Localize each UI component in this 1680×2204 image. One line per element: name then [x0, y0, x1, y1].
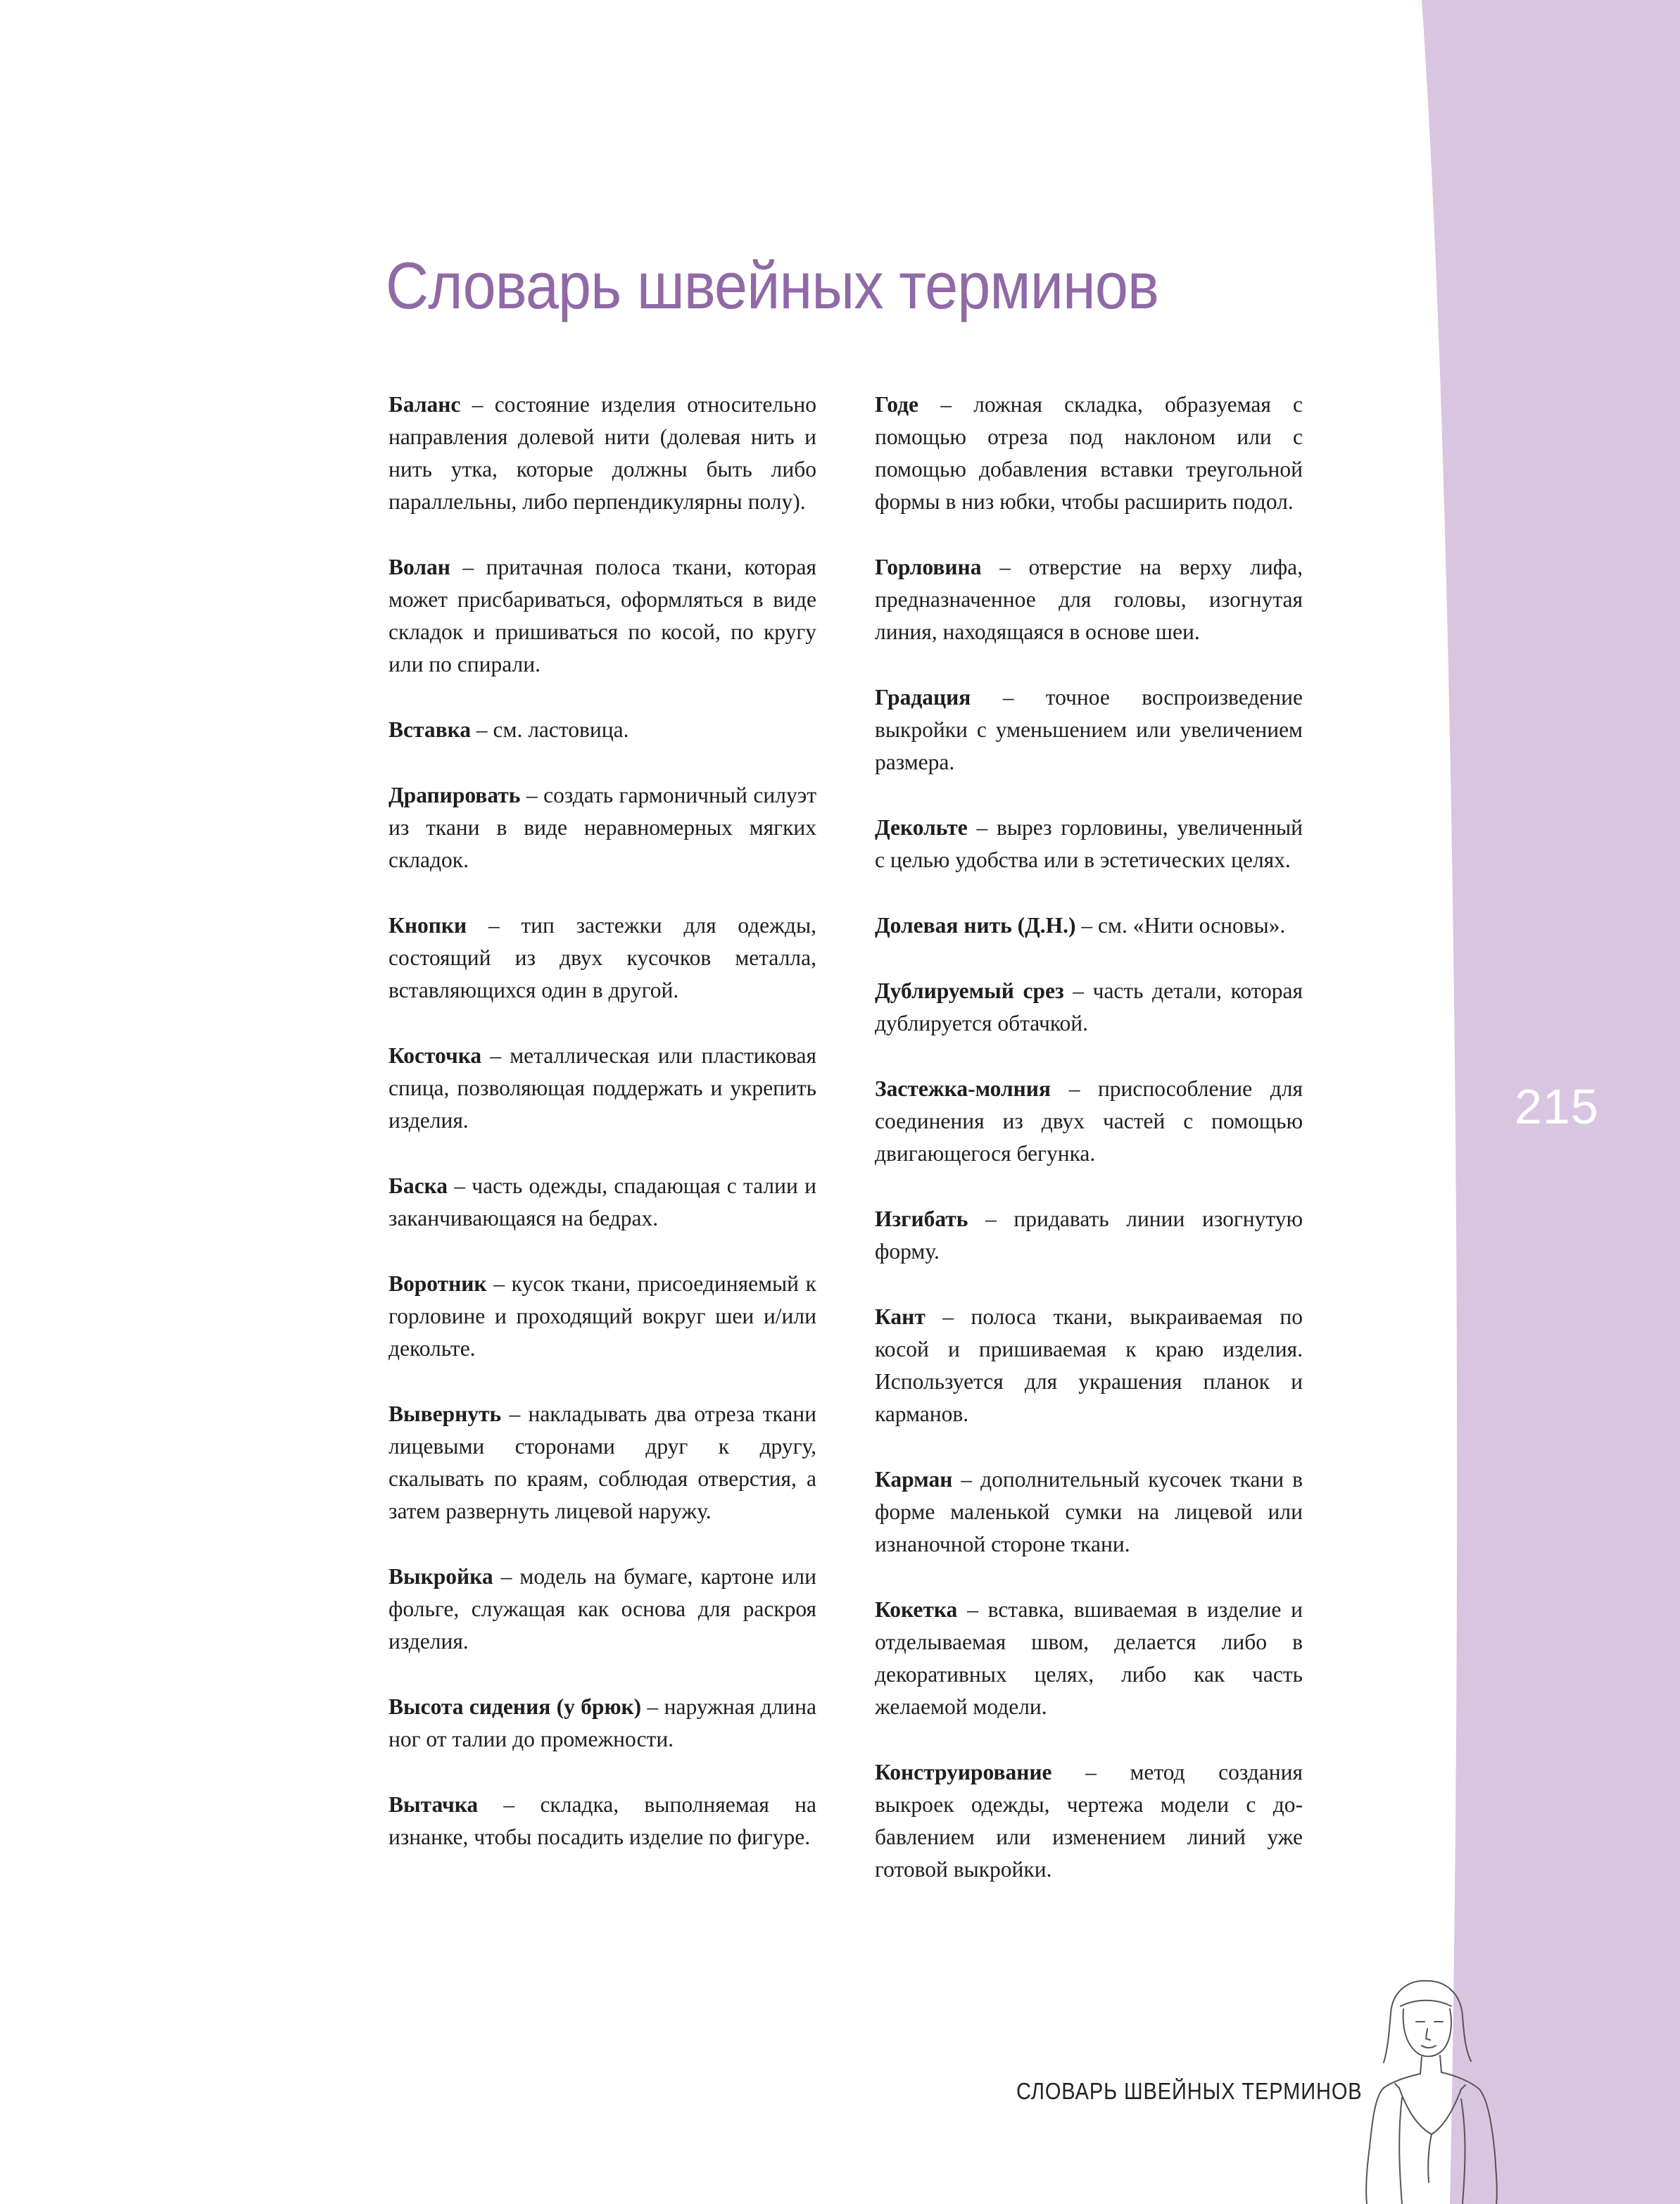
entry-term: Волан	[389, 555, 450, 579]
entry-definition: – вырез горловины, увеличенный с целью удобства или в эстетических целях.	[875, 815, 1303, 872]
entry-definition: – кусок ткани, присоединяемый к горловине и проходящий вокруг шеи и/или декольте.	[389, 1271, 816, 1361]
glossary-entry	[875, 1301, 1303, 1430]
entry-definition: – создать гармоничный силуэт из ткани в виде неравномерных мягких складок.	[389, 783, 816, 872]
entry-term: Высота сидения (у брюк)	[389, 1694, 642, 1719]
entry-definition: – состояние изделия относительно направления долевой нити (долевая нить и нить утка, которые должны быть либо параллельны, либо перпендикулярны полу).	[389, 392, 816, 514]
entry-term: Воротник	[389, 1271, 487, 1296]
glossary-entry	[875, 551, 1303, 648]
entry-term: Декольте	[875, 815, 968, 840]
entry-definition: – часть одежды, спадающая с талии и заканчивающаяся на бедрах.	[389, 1173, 816, 1230]
glossary-entry	[389, 1268, 816, 1365]
entry-definition: – вставка, вшиваемая в изделие и отделываемая швом, делается либо в декоративных целях, либо как часть желаемой модели.	[875, 1597, 1303, 1719]
glossary-entry	[875, 909, 1303, 942]
entry-term: Застежка-молния	[875, 1076, 1051, 1101]
glossary-entry	[389, 1789, 816, 1853]
glossary-entry	[389, 1040, 816, 1137]
page-title: Словарь швейных терминов	[386, 248, 1159, 322]
entry-term: Кант	[875, 1304, 926, 1329]
running-footer: СЛОВАРЬ ШВЕЙНЫХ ТЕРМИНОВ	[1016, 2078, 1363, 2104]
entry-term: Драпировать	[389, 783, 521, 807]
entry-definition: – метод создания выкроек одежды, чертежа модели с добавлением или изменением линий уже готовой выкройки.	[875, 1760, 1303, 1882]
glossary-entry	[875, 389, 1303, 518]
entry-definition: – часть детали, которая дублируется обтачкой.	[875, 978, 1303, 1035]
entry-term: Долевая нить (Д.Н.)	[875, 913, 1076, 938]
glossary-entry	[389, 551, 816, 681]
entry-term: Дублируемый срез	[875, 978, 1064, 1003]
entry-term: Баланс	[389, 392, 461, 417]
glossary-entry	[389, 779, 816, 876]
entry-definition: – складка, выполняемая на изнанке, чтобы посадить изделие по фигуре.	[389, 1792, 816, 1849]
page-number: 215	[1515, 1079, 1599, 1134]
entry-term: Вывернуть	[389, 1402, 502, 1426]
glossary-column-left	[389, 389, 816, 1887]
entry-definition: – металлическая или пластиковая спица, позволяющая поддержать и укрепить изделия.	[389, 1043, 816, 1133]
glossary-entry	[389, 714, 816, 746]
glossary-entry	[875, 812, 1303, 876]
glossary-entry	[389, 1170, 816, 1235]
entry-definition: – придавать линии изогнутую форму.	[875, 1207, 1303, 1264]
entry-term: Карман	[875, 1467, 953, 1492]
entry-term: Вытачка	[389, 1792, 479, 1817]
entry-term: Выкройка	[389, 1564, 493, 1589]
woman-illustration-icon	[1358, 1978, 1506, 2204]
entry-term: Баска	[389, 1173, 448, 1198]
entry-term: Горловина	[875, 555, 982, 579]
glossary-column-right	[875, 389, 1303, 1919]
entry-definition: – приспособление для соединения из двух частей с помощью двигающегося бегунка.	[875, 1076, 1303, 1166]
glossary-entry	[875, 1594, 1303, 1723]
entry-definition: – отверстие на верху лифа, предназначенное для головы, изогнутая линия, находящаяся в основе шеи.	[875, 555, 1303, 644]
entry-term: Вставка	[389, 717, 472, 742]
entry-definition: – ложная складка, образуемая с помощью отреза под наклоном или с помощью добавления вставки треугольной формы в низ юбки, чтобы расширить подол.	[875, 392, 1303, 514]
entry-term: Косточка	[389, 1043, 482, 1068]
entry-term: Изгибать	[875, 1207, 968, 1231]
entry-definition: – наружная длина ног от талии до промежности.	[389, 1694, 816, 1751]
glossary-entry	[875, 975, 1303, 1040]
glossary-entry	[389, 389, 816, 518]
entry-definition: – полоса ткани, выкраиваемая по косой и пришиваемая к краю изделия. Используется для украшения планок и карманов.	[875, 1304, 1303, 1426]
entry-term: Кокетка	[875, 1597, 958, 1622]
entry-definition: – см. «Нити основы».	[1075, 913, 1286, 938]
entry-definition: – модель на бумаге, картоне или фольге, служащая как основа для раскроя изделия.	[389, 1564, 816, 1654]
entry-term: Кнопки	[389, 913, 467, 938]
glossary-entry	[389, 1691, 816, 1756]
entry-definition: – см. ластовица.	[471, 717, 629, 742]
entry-term: Градация	[875, 685, 971, 710]
entry-definition: – притачная полоса ткани, которая может присбариваться, оформляться в виде складок и пришиваться по косой, по кругу или по спирали.	[389, 555, 816, 676]
glossary-entry	[875, 1073, 1303, 1170]
glossary-entry	[875, 1756, 1303, 1886]
glossary-entry	[389, 909, 816, 1007]
glossary-entry	[875, 1463, 1303, 1561]
glossary-entry	[875, 1203, 1303, 1268]
entry-definition: – точное воспроизведение выкройки с уменьшением или увеличением размера.	[875, 685, 1303, 774]
glossary-entry	[389, 1561, 816, 1658]
glossary-entry	[875, 681, 1303, 779]
glossary-entry	[389, 1398, 816, 1528]
entry-definition: – накладывать два отреза ткани лицевыми сторонами друг к другу, скалывать по краям, соблюдая отверстия, а затем развернуть лицевой наружу.	[389, 1402, 816, 1523]
entry-term: Конструирование	[875, 1760, 1052, 1784]
entry-definition: – тип застежки для одежды, состоящий из двух кусочков металла, вставляющихся один в другой.	[389, 913, 816, 1002]
entry-definition: – дополнительный кусочек ткани в форме маленькой сумки на лицевой или изнаночной стороне ткани.	[875, 1467, 1303, 1556]
entry-term: Годе	[875, 392, 919, 417]
